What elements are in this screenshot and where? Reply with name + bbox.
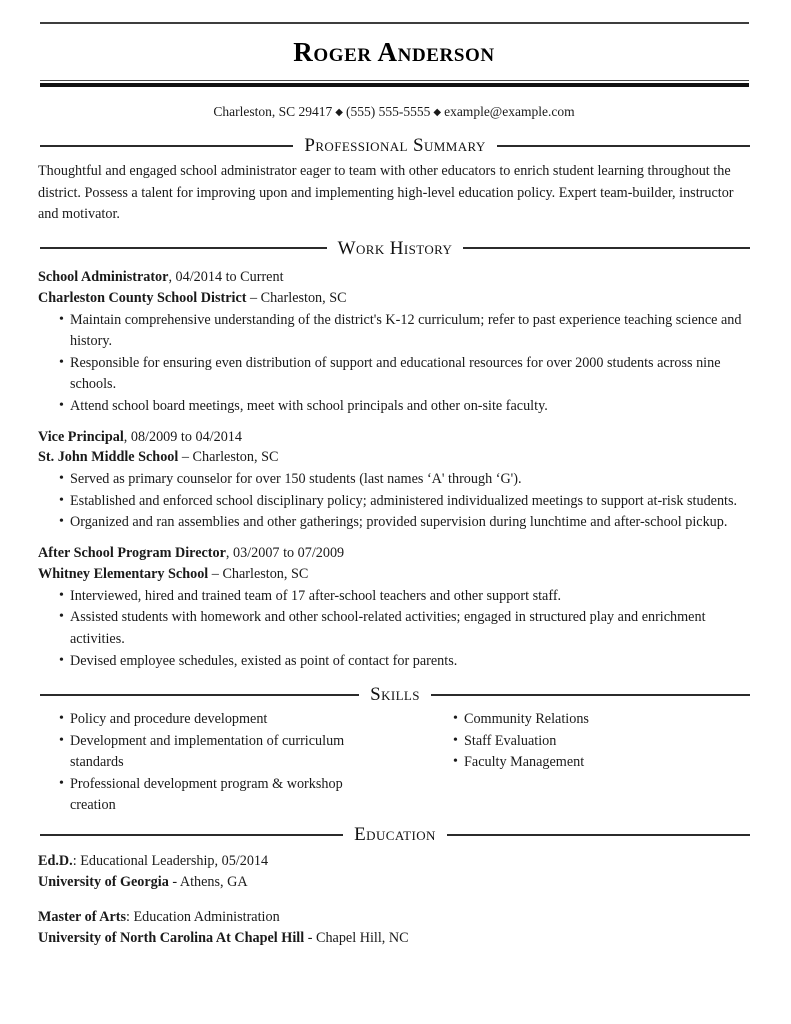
- section-rule-left: [40, 145, 293, 147]
- section-rule-left: [40, 247, 327, 249]
- section-rule-left: [40, 834, 343, 836]
- job-dates: , 04/2014 to Current: [168, 268, 284, 285]
- job-dates: , 03/2007 to 07/2009: [225, 545, 345, 562]
- education-school: University of Georgia: [38, 873, 169, 890]
- skill-item: • Professional development program & workshop creation: [38, 774, 394, 817]
- section-title: Professional Summary: [304, 135, 486, 157]
- education-degree-detail: : Educational Leadership, 05/2014: [72, 853, 269, 869]
- section-rule-right: [497, 145, 750, 147]
- section-header-summary: [40, 136, 750, 155]
- job-bullet: • Devised employee schedules, existed as point of contact for parents.: [38, 651, 750, 673]
- job-bullets: [38, 469, 750, 534]
- education-degree: Master of Arts: [38, 908, 126, 925]
- section-rule-right: [463, 247, 750, 249]
- job-company-line: [38, 447, 750, 468]
- section-title: Work History: [337, 237, 453, 259]
- education-school-detail: - Athens, GA: [168, 873, 248, 890]
- education-degree-line: [38, 851, 750, 872]
- section-title: Education: [354, 824, 436, 845]
- education-entry: [38, 844, 750, 893]
- candidate-name: Roger Anderson: [293, 37, 495, 67]
- header-double-rule: [40, 80, 749, 87]
- skill-item: • Staff Evaluation: [432, 731, 750, 753]
- job-bullet: • Served as primary counselor for over 150 students (last names ‘A' through ‘G').: [38, 469, 750, 491]
- education-entry: [38, 893, 750, 949]
- skills-column-right: [394, 709, 750, 817]
- job-title-line: [38, 267, 750, 288]
- education-degree-line: [38, 907, 750, 928]
- section-header-skills: [40, 685, 750, 704]
- contact-separator-icon: ◆: [335, 107, 343, 118]
- section-rule-left: [40, 694, 359, 696]
- education-degree: Ed.D.: [38, 853, 73, 869]
- section-rule-right: [431, 694, 750, 696]
- job-company: Charleston County School District: [38, 289, 247, 306]
- skills-list: [38, 709, 394, 817]
- job-dates: , 08/2009 to 04/2014: [123, 428, 242, 445]
- skill-item: • Faculty Management: [432, 752, 750, 774]
- summary-text: Thoughtful and engaged school administrator eager to team with other educators to enrich student learning throughout the district. Possess a talent for improving upon and implementing high-level education policy. Expert team-builder, instructor and motivator.: [38, 163, 734, 223]
- skills-columns: [38, 704, 750, 817]
- section-title: Skills: [370, 684, 420, 706]
- job-bullets: [38, 310, 750, 418]
- skills-list: [432, 709, 750, 774]
- education-degree-detail: : Education Administration: [126, 908, 280, 925]
- contact-location: Charleston, SC 29417: [213, 104, 333, 119]
- job-location: – Charleston, SC: [246, 289, 347, 306]
- education-school-detail: - Chapel Hill, NC: [304, 929, 409, 946]
- section-header-work-history: [40, 239, 750, 258]
- skill-item: • Development and implementation of curriculum standards: [38, 731, 394, 774]
- job-location: – Charleston, SC: [208, 565, 309, 582]
- job-title: Vice Principal: [38, 428, 124, 445]
- education-school-line: [38, 872, 750, 893]
- section-rule-right: [447, 834, 750, 836]
- job-bullet: • Assisted students with homework and other school-related activities; engaged in structured play and enrichment activities.: [38, 607, 750, 650]
- contact-email: example@example.com: [444, 104, 575, 119]
- job-location: – Charleston, SC: [178, 449, 279, 466]
- contact-phone: (555) 555-5555: [346, 104, 431, 119]
- job-entry: [38, 534, 750, 672]
- job-company-line: [38, 288, 750, 309]
- job-bullet: • Established and enforced school disciplinary policy; administered individualized meetings to support at-risk students.: [38, 491, 750, 513]
- job-company: Whitney Elementary School: [38, 565, 209, 582]
- job-title-line: [38, 427, 750, 448]
- skill-item: • Community Relations: [432, 709, 750, 731]
- job-company: St. John Middle School: [38, 449, 179, 466]
- job-entry: [38, 258, 750, 418]
- skills-column-left: [38, 709, 394, 817]
- job-bullet: • Attend school board meetings, meet with school principals and other on-site faculty.: [38, 396, 750, 418]
- job-bullet: • Responsible for ensuring even distribution of support and educational resources for over 2000 students across nine schools.: [38, 353, 750, 396]
- education-school: University of North Carolina At Chapel Hill: [38, 929, 305, 946]
- job-title-line: [38, 543, 750, 564]
- job-bullet: • Organized and ran assemblies and other gatherings; provided supervision during lunchtime and after-school pickup.: [38, 512, 750, 534]
- job-title: School Administrator: [38, 268, 169, 285]
- job-entry: [38, 418, 750, 534]
- job-bullets: [38, 586, 750, 672]
- job-bullet: • Maintain comprehensive understanding of the district's K-12 curriculum; refer to past experience teaching science and history.: [38, 310, 750, 353]
- contact-line: [38, 87, 750, 120]
- job-bullet: • Interviewed, hired and trained team of 17 after-school teachers and other support staff.: [38, 586, 750, 608]
- job-title: After School Program Director: [38, 545, 226, 562]
- job-company-line: [38, 564, 750, 585]
- section-header-education: [40, 825, 750, 844]
- education-school-line: [38, 928, 750, 949]
- resume-header: [38, 22, 750, 120]
- skill-item: • Policy and procedure development: [38, 709, 394, 731]
- contact-separator-icon: ◆: [433, 107, 442, 118]
